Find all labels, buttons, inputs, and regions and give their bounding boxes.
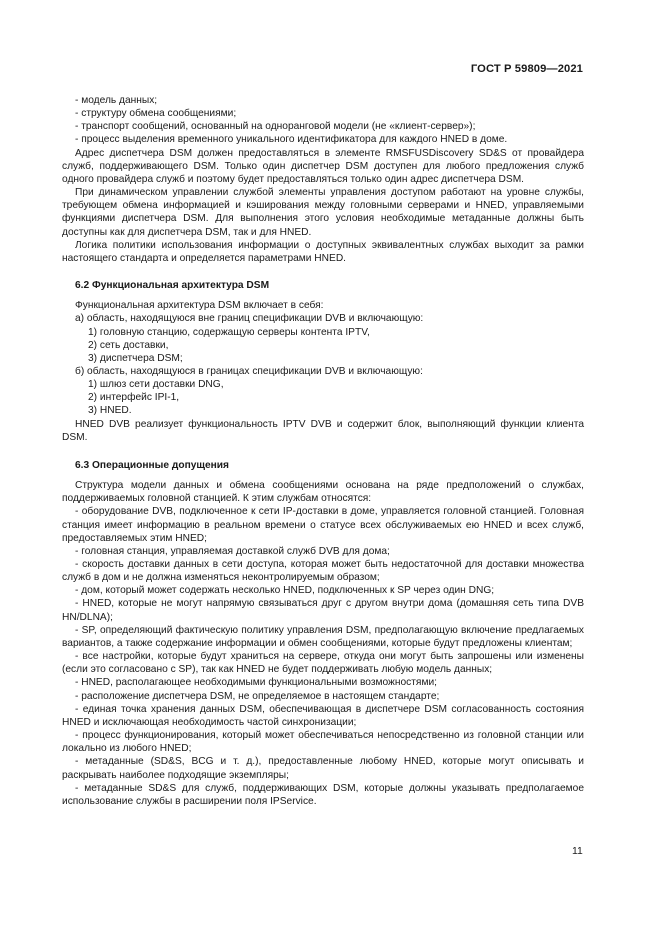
list-item: - единая точка хранения данных DSM, обеспечивающая в диспетчере DSM согласованность состояния HNED и исключающая необходимость частой синхронизации; [62,703,584,728]
list-item: а) область, находящуюся вне границ спецификации DVB и включающую: [75,313,424,325]
list-item: 1) шлюз сети доставки DNG, [88,379,224,391]
list-item: - процесс выделения временного уникального идентификатора для каждого HNED в доме. [75,134,508,146]
document-body [62,94,584,808]
paragraph: Структура модели данных и обмена сообщениями основана на ряде предположений о службах, поддерживаемых головной станцией. К этим службам относятся: [62,480,584,505]
paragraph: Функциональная архитектура DSM включает в себя: [75,300,324,312]
list-item: б) область, находящуюся в границах спецификации DVB и включающую: [75,365,423,377]
list-item: 2) сеть доставки, [88,339,169,351]
list-item: - дом, который может содержать несколько HNED, подключенных к SP через один DNG; [75,585,495,597]
list-item: 3) HNED. [88,405,132,417]
paragraph: При динамическом управлении службой элементы управления доступом работают на уровне службы, требующем обмена информацией и кэширования между головными серверами и HNED, управляемыми функциями диспетчера DSM. Для выполнения этого условия необходимые метаданные должны быть доступны как для диспетчера DSM, так и для HNED. [62,187,584,238]
list-item: - HNED, располагающее необходимыми функциональными возможностями; [75,677,437,689]
list-item: - транспорт сообщений, основанный на одноранговой модели (не «клиент-сервер»); [75,121,476,133]
list-item: 3) диспетчера DSM; [88,352,183,364]
page-number: 11 [572,846,583,857]
standard-header: ГОСТ Р 59809—2021 [470,63,583,75]
list-item: - SP, определяющий фактическую политику управления DSM, предполагающую включение предлагаемых вариантов, а также содержание информации и обмен сообщениями, которые будут предложены клиентам; [62,624,584,649]
list-item: - головная станция, управляемая доставкой служб DVB для дома; [75,545,390,557]
list-item: - метаданные SD&S для служб, поддерживающих DSM, которые должны указывать предполагаемое использование службы в расширении поля IPService. [62,782,584,807]
list-item: - HNED, которые не могут напрямую связываться друг с другом внутри дома (домашняя сеть типа DVB HN/DLNA); [62,598,584,623]
list-item: - метаданные (SD&S, BCG и т. д.), предоставленные любому HNED, которые могут описывать и раскрывать наиболее подходящие экземпляры; [62,756,584,781]
list-item: - расположение диспетчера DSM, не определяемое в настоящем стандарте; [75,690,440,702]
list-item: - модель данных; [75,95,158,106]
section-heading: 6.3 Операционные допущения [75,459,230,471]
list-item: - структуру обмена сообщениями; [75,108,237,120]
list-item: - процесс функционирования, который может обеспечиваться непосредственно из головной станции или локально из любого HNED; [62,730,584,755]
section-heading: 6.2 Функциональная архитектура DSM [75,280,270,292]
list-item: 1) головную станцию, содержащую серверы контента IPTV, [88,326,370,338]
list-item: - скорость доставки данных в сети доступа, которая может быть недостаточной для доставки множества служб в дом и не должна изменяться неконтролируемым образом; [62,559,584,584]
paragraph: Логика политики использования информации о доступных эквивалентных службах выходит за рамки настоящего стандарта и определяется параметрами HNED. [62,239,584,264]
paragraph: HNED DVB реализует функциональность IPTV DVB и содержит блок, выполняющий функции клиента DSM. [62,418,584,443]
list-item: - все настройки, которые будут храниться на сервере, откуда они могут быть запрошены или изменены (если это согласовано с SP), так как HNED не будет поддерживать любую модель данных; [62,651,584,676]
list-item: 2) интерфейс IPI-1, [88,392,180,404]
list-item: - оборудование DVB, подключенное к сети IP-доставки в доме, управляется головной станцией. Головная станция имеет информацию в реальном времени о статусе всех обслуживаемых ею HNED и всех служб, предоставляемых этим HNED; [62,506,584,544]
paragraph: Адрес диспетчера DSM должен предоставляться в элементе RMSFUSDiscovery SD&S от провайдера служб, поддерживающего DSM. Только один диспетчер DSM доступен для любого предложения служб одного провайдера служб и поэтому будет предоставляться только один адрес диспетчера DSM. [62,147,584,185]
